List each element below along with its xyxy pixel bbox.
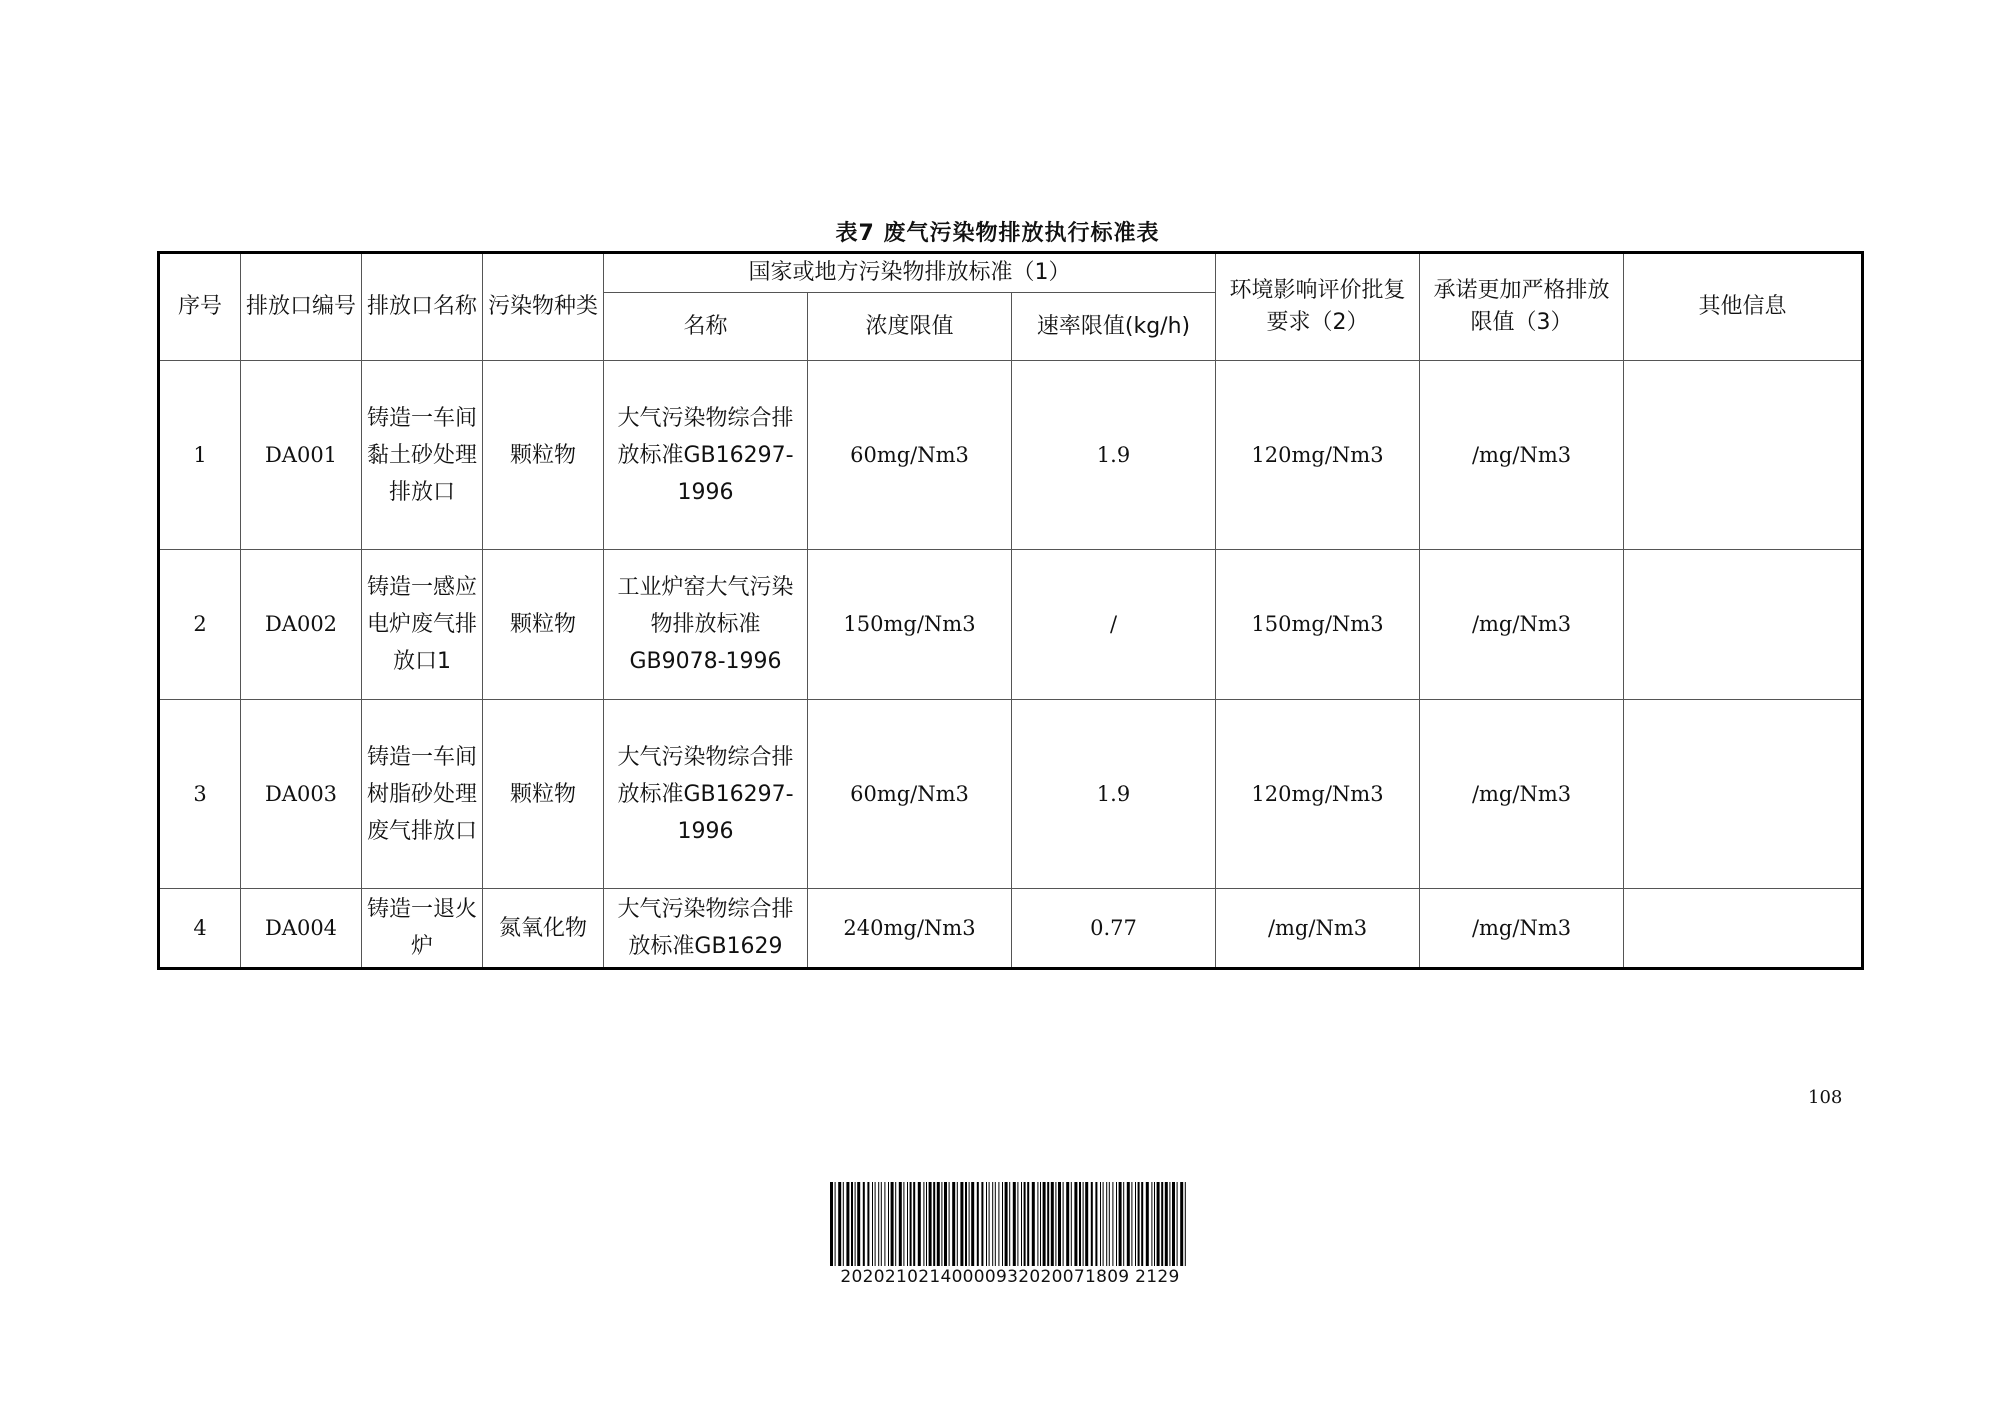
header-other-info: 其他信息: [1624, 253, 1863, 361]
cell-standard-name: 大气污染物综合排放标准GB16297-1996: [604, 361, 808, 550]
cell-outlet-name: 铸造一感应电炉废气排放口1: [362, 550, 483, 700]
cell-standard-name: 大气污染物综合排放标准GB1629: [604, 889, 808, 969]
cell-standard-name: 工业炉窑大气污染物排放标准GB9078-1996: [604, 550, 808, 700]
cell-commitment: /mg/Nm3: [1420, 889, 1624, 969]
header-standard-name: 名称: [604, 293, 808, 361]
header-pollutant: 污染物种类: [483, 253, 604, 361]
cell-eia: 120mg/Nm3: [1216, 361, 1420, 550]
cell-eia: 120mg/Nm3: [1216, 700, 1420, 889]
cell-pollutant: 氮氧化物: [483, 889, 604, 969]
cell-concentration: 150mg/Nm3: [808, 550, 1012, 700]
cell-seq: 4: [159, 889, 241, 969]
barcode-bars: [826, 1182, 1194, 1266]
header-seq: 序号: [159, 253, 241, 361]
cell-outlet-code: DA001: [241, 361, 362, 550]
header-national-standard: 国家或地方污染物排放标准（1）: [604, 253, 1216, 293]
table-row: [159, 550, 1863, 700]
cell-concentration: 60mg/Nm3: [808, 361, 1012, 550]
cell-concentration: 60mg/Nm3: [808, 700, 1012, 889]
cell-seq: 2: [159, 550, 241, 700]
cell-pollutant: 颗粒物: [483, 361, 604, 550]
table-row: [159, 889, 1863, 969]
header-concentration: 浓度限值: [808, 293, 1012, 361]
header-outlet-name: 排放口名称: [362, 253, 483, 361]
cell-commitment: /mg/Nm3: [1420, 361, 1624, 550]
table-row: [159, 700, 1863, 889]
cell-other: [1624, 889, 1863, 969]
barcode-number: 20202102140000932020071809 2129: [840, 1267, 1180, 1287]
cell-seq: 1: [159, 361, 241, 550]
header-rate: 速率限值(kg/h): [1012, 293, 1216, 361]
cell-standard-name: 大气污染物综合排放标准GB16297-1996: [604, 700, 808, 889]
cell-other: [1624, 361, 1863, 550]
table-row: [159, 361, 1863, 550]
cell-commitment: /mg/Nm3: [1420, 700, 1624, 889]
cell-concentration: 240mg/Nm3: [808, 889, 1012, 969]
cell-eia: 150mg/Nm3: [1216, 550, 1420, 700]
header-eia-requirement: 环境影响评价批复要求（2）: [1216, 253, 1420, 361]
cell-eia: /mg/Nm3: [1216, 889, 1420, 969]
barcode: [826, 1182, 1194, 1290]
page-number: 108: [1808, 1087, 1843, 1108]
cell-outlet-name: 铸造一车间黏土砂处理排放口: [362, 361, 483, 550]
cell-seq: 3: [159, 700, 241, 889]
header-commitment: 承诺更加严格排放限值（3）: [1420, 253, 1624, 361]
cell-outlet-name: 铸造一退火炉: [362, 889, 483, 969]
cell-pollutant: 颗粒物: [483, 550, 604, 700]
cell-outlet-code: DA004: [241, 889, 362, 969]
cell-outlet-code: DA002: [241, 550, 362, 700]
cell-rate: 1.9: [1012, 361, 1216, 550]
cell-other: [1624, 550, 1863, 700]
cell-outlet-code: DA003: [241, 700, 362, 889]
emission-standards-table: [157, 251, 1864, 970]
cell-pollutant: 颗粒物: [483, 700, 604, 889]
cell-outlet-name: 铸造一车间树脂砂处理废气排放口: [362, 700, 483, 889]
table-title: 表7 废气污染物排放执行标准表: [835, 221, 1160, 246]
cell-rate: 1.9: [1012, 700, 1216, 889]
header-outlet-code: 排放口编号: [241, 253, 362, 361]
cell-rate: /: [1012, 550, 1216, 700]
cell-other: [1624, 700, 1863, 889]
cell-rate: 0.77: [1012, 889, 1216, 969]
cell-commitment: /mg/Nm3: [1420, 550, 1624, 700]
